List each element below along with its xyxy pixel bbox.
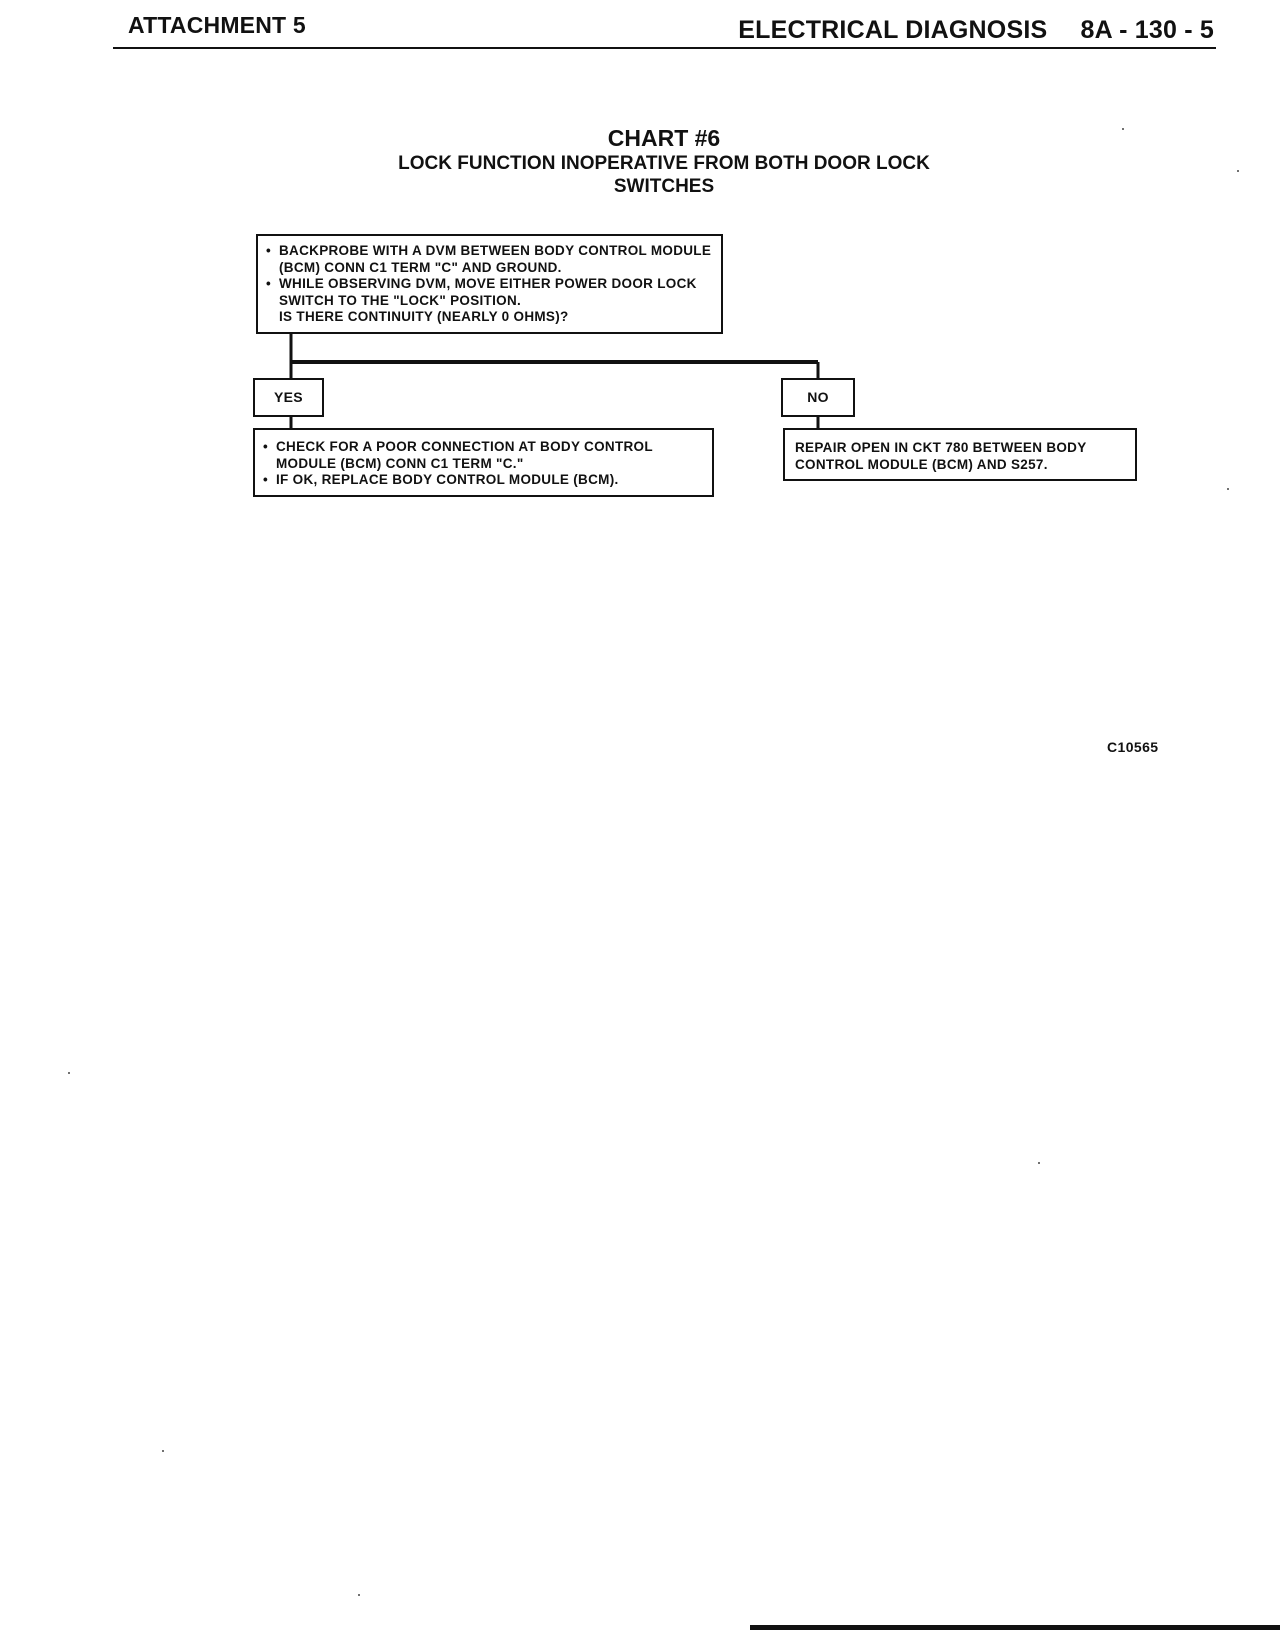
start-step-box	[256, 234, 723, 334]
section-title: ELECTRICAL DIAGNOSIS	[738, 16, 1048, 44]
start-step-bullet: • BACKPROBE WITH A DVM BETWEEN BODY CONTROL MODULE (BCM) CONN C1 TERM "C" AND GROUND.	[266, 243, 713, 276]
yes-action-bullet: • IF OK, REPLACE BODY CONTROL MODULE (BCM).	[263, 472, 704, 489]
no-branch-label: NO	[781, 378, 855, 417]
chart-title: CHART #6	[607, 125, 721, 151]
scan-speck	[1227, 488, 1229, 490]
yes-action-bullets	[263, 439, 704, 489]
scan-speck	[1237, 170, 1239, 172]
no-action-box: REPAIR OPEN IN CKT 780 BETWEEN BODY CONTROL MODULE (BCM) AND S257.	[783, 428, 1137, 481]
start-step-bullet: • WHILE OBSERVING DVM, MOVE EITHER POWER DOOR LOCK SWITCH TO THE "LOCK" POSITION.	[266, 276, 713, 309]
chart-subtitle: LOCK FUNCTION INOPERATIVE FROM BOTH DOOR LOCK SWITCHES	[398, 153, 930, 197]
scan-speck	[1122, 128, 1124, 130]
page-number: 8A - 130 - 5	[1080, 16, 1214, 44]
scan-speck	[68, 1072, 70, 1074]
scan-speck	[1038, 1162, 1040, 1164]
yes-action-box	[253, 428, 714, 497]
yes-action-bullet: • CHECK FOR A POOR CONNECTION AT BODY CONTROL MODULE (BCM) CONN C1 TERM "C."	[263, 439, 704, 472]
attachment-label: ATTACHMENT 5	[128, 12, 306, 38]
header-rule	[113, 47, 1216, 49]
start-step-question: IS THERE CONTINUITY (NEARLY 0 OHMS)?	[279, 309, 569, 324]
scan-speck	[358, 1594, 360, 1596]
figure-code: C10565	[1107, 739, 1159, 755]
scan-speck	[162, 1450, 164, 1452]
page-header	[738, 16, 1214, 45]
start-step-bullets	[266, 243, 713, 309]
bottom-edge-rule	[750, 1625, 1280, 1630]
yes-branch-label: YES	[253, 378, 324, 417]
